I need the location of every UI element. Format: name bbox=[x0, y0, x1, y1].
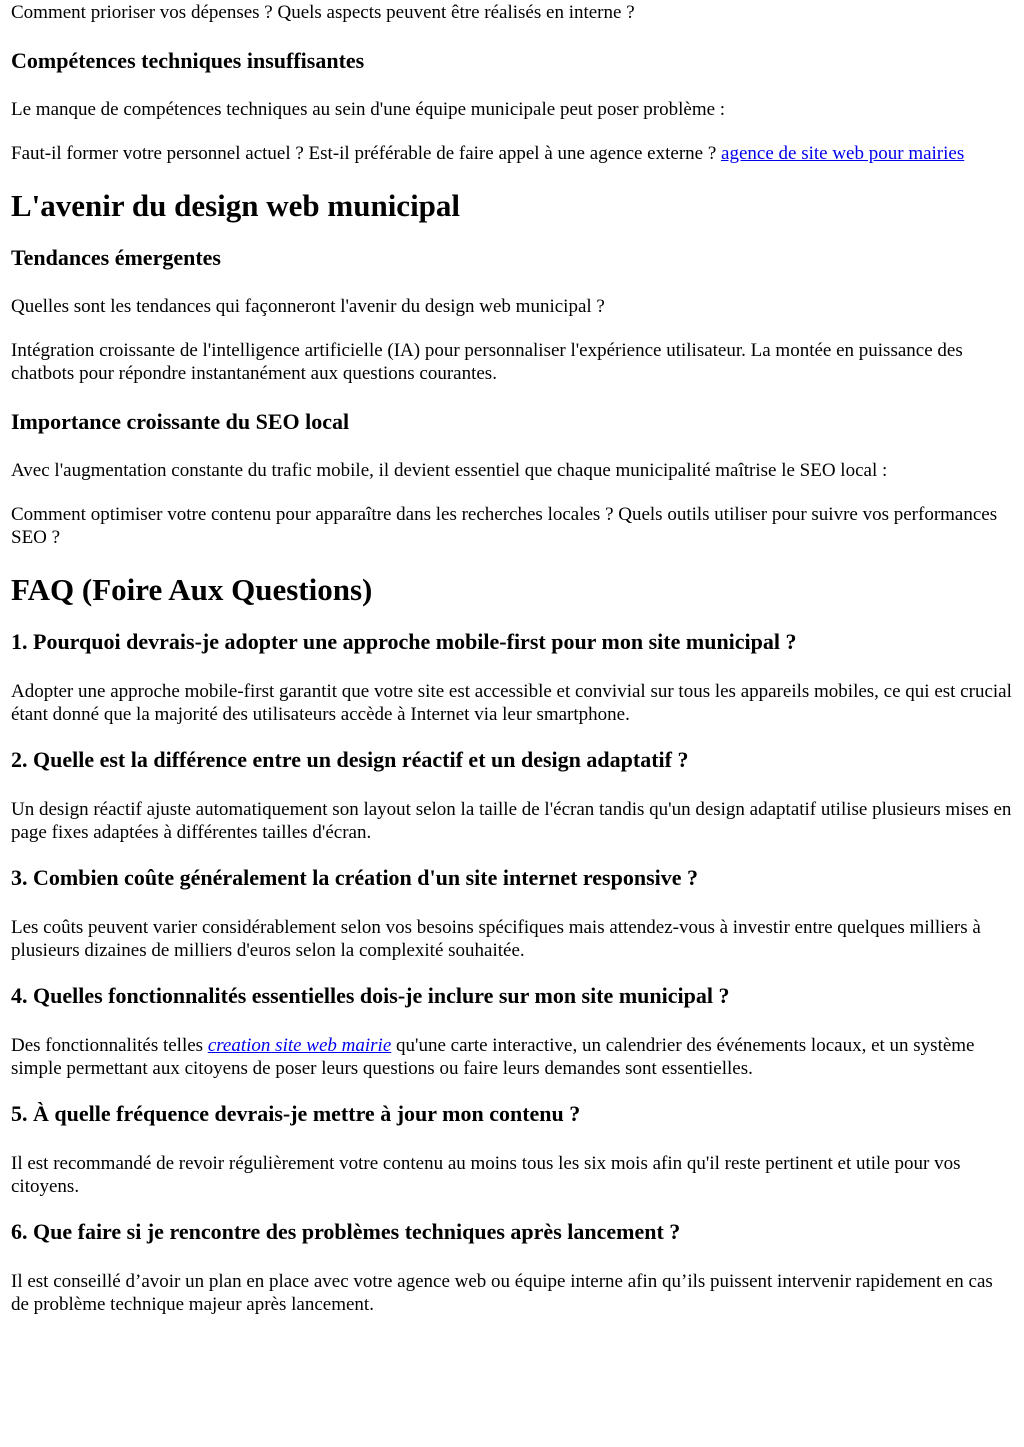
article-body bbox=[0, 1, 1024, 1316]
faq-question-4: 4. Quelles fonctionnalités essentielles dois-je inclure sur mon site municipal ? bbox=[11, 983, 730, 1008]
faq-answer-4-after: qu'une carte interactive, un calendrier des événements locaux, et un système simple permettant aux citoyens de poser leurs questions ou faire leurs demandes sont essentielles. bbox=[11, 1035, 975, 1079]
tendances-heading: Tendances émergentes bbox=[11, 245, 221, 270]
tendances-paragraph: Intégration croissante de l'intelligence artificielle (IA) pour personnaliser l'expérience utilisateur. La montée en puissance des chatbots pour répondre instantanément aux questions courantes. bbox=[11, 340, 963, 384]
faq-answer-4-before: Des fonctionnalités telles bbox=[11, 1035, 208, 1056]
faq-question-6: 6. Que faire si je rencontre des problèmes techniques après lancement ? bbox=[11, 1219, 681, 1244]
faq-answer-5: Il est recommandé de revoir régulièrement votre contenu au moins tous les six mois afin qu'il reste pertinent et utile pour vos citoyens. bbox=[11, 1153, 961, 1197]
avenir-heading: L'avenir du design web municipal bbox=[11, 188, 461, 223]
faq-question-2: 2. Quelle est la différence entre un design réactif et un design adaptatif ? bbox=[11, 747, 689, 772]
tendances-question: Quelles sont les tendances qui façonneront l'avenir du design web municipal ? bbox=[11, 296, 605, 317]
seo-question-paragraph: Comment optimiser votre contenu pour apparaître dans les recherches locales ? Quels outils utiliser pour suivre vos performances SEO ? bbox=[11, 504, 998, 548]
faq-question-3: 3. Combien coûte généralement la création d'un site internet responsive ? bbox=[11, 865, 699, 890]
seo-heading: Importance croissante du SEO local bbox=[11, 409, 350, 434]
faq-answer-1: Adopter une approche mobile-first garantit que votre site est accessible et convivial sur tous les appareils mobiles, ce qui est crucial étant donné que la majorité des utilisateurs accède à Internet via leur smartphone. bbox=[11, 681, 1012, 725]
seo-paragraph: Avec l'augmentation constante du trafic mobile, il devient essentiel que chaque municipalité maîtrise le SEO local : bbox=[11, 460, 888, 481]
competences-question-text: Faut-il former votre personnel actuel ? Est-il préférable de faire appel à une agence externe ? bbox=[11, 143, 722, 164]
competences-paragraph: Le manque de compétences techniques au sein d'une équipe municipale peut poser problème : bbox=[11, 99, 726, 120]
competences-question-paragraph bbox=[11, 142, 1013, 165]
agence-link[interactable]: agence de site web pour mairies bbox=[721, 143, 965, 164]
faq-heading: FAQ (Foire Aux Questions) bbox=[11, 572, 373, 607]
faq-answer-4 bbox=[11, 1034, 1013, 1080]
faq-question-1: 1. Pourquoi devrais-je adopter une approche mobile-first pour mon site municipal ? bbox=[11, 629, 797, 654]
faq-answer-6: Il est conseillé d’avoir un plan en place avec votre agence web ou équipe interne afin qu’ils puissent intervenir rapidement en cas de problème technique majeur après lancement. bbox=[11, 1271, 993, 1315]
faq-question-5: 5. À quelle fréquence devrais-je mettre à jour mon contenu ? bbox=[11, 1101, 581, 1126]
faq-answer-2: Un design réactif ajuste automatiquement son layout selon la taille de l'écran tandis qu'un design adaptatif utilise plusieurs mises en page fixes adaptées à différentes tailles d'écran. bbox=[11, 799, 1012, 843]
faq-answer-3: Les coûts peuvent varier considérablement selon vos besoins spécifiques mais attendez-vous à investir entre quelques milliers à plusieurs dizaines de milliers d'euros selon la complexité souhaitée. bbox=[11, 917, 981, 961]
creation-site-link[interactable]: creation site web mairie bbox=[207, 1035, 392, 1056]
intro-paragraph: Comment prioriser vos dépenses ? Quels aspects peuvent être réalisés en interne ? bbox=[11, 2, 635, 23]
competences-heading: Compétences techniques insuffisantes bbox=[11, 48, 365, 73]
